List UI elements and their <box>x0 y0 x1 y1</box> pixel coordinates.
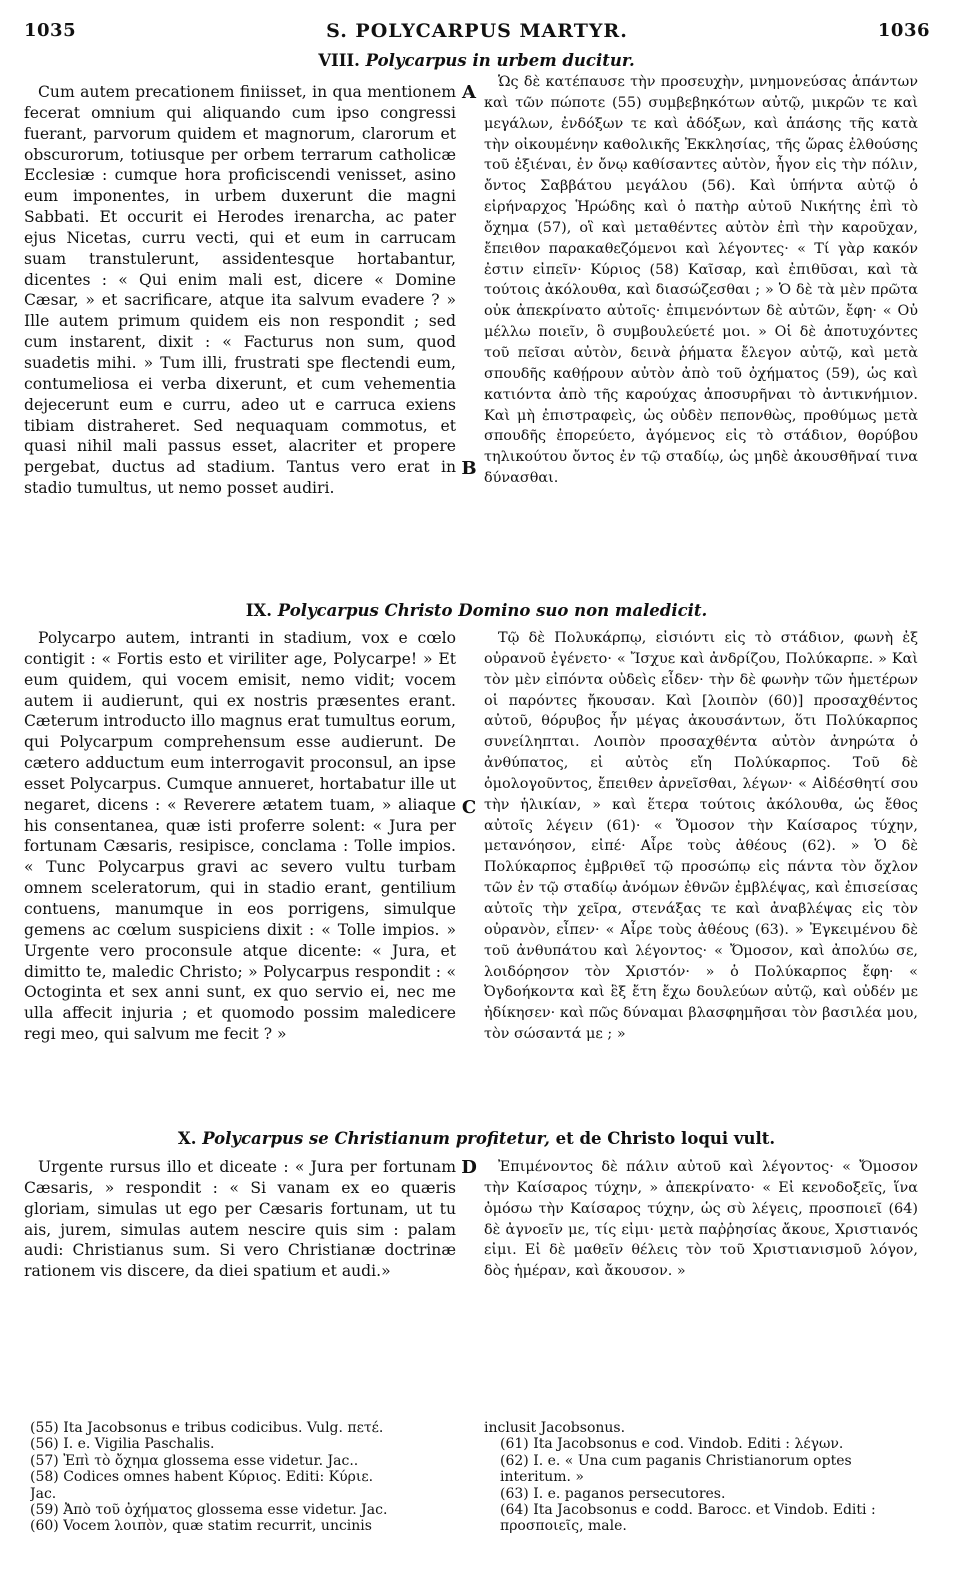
section-heading-viii <box>0 50 953 72</box>
footnote-continuation: inclusit Jacobsonus. <box>484 1420 626 1436</box>
section-title-plain: et de Christo loqui vult. <box>555 1129 776 1148</box>
greek-paragraph: Ὡς δὲ κατέπαυσε τὴν προσευχὴν, μνημονεύσας ἁπάντων καὶ τῶν πώποτε (55) συμβεβηκότων αὐτῷ, μικρῶν τε καὶ μεγάλων, ἐνδόξων τε καὶ ἀδόξων, καὶ ἁπάσης τῆς κατὰ τὴν οἰκουμένην καθολικῆς Ἐκκλησίας, τῆς ὥρας ἐλθούσης τοῦ ἐξιέναι, ἐν ὄνῳ καθίσαντες αὐτὸν, ἦγον εἰς τὴν πόλιν, ὄντος Σαββάτου μεγάλου (56). Καὶ ὑπήντα αὐτῷ ὁ εἰρήναρχος Ἡρώδης καὶ ὁ πατὴρ αὐτοῦ Νικήτης ἐπὶ τὸ ὄχημα (57), οἳ καὶ μεταθέντες αὐτὸν ἐπὶ τὴν καροῦχαν, ἔπειθον παρακαθεζόμενοι καὶ λέγοντες· « Τί γὰρ κακόν ἐστιν εἰπεῖν· Κύριος (58) Καῖσαρ, καὶ ἐπιθῦσαι, καὶ τὰ τούτοις ἀκόλουθα, καὶ διασώζεσθαι ; » Ὁ δὲ τὰ μὲν πρῶτα οὐκ ἀπεκρίνατο αὐτοῖς· ἐπιμενόντων δὲ αὐτῶν, ἔφη· « Οὐ μέλλω ποιεῖν, ὃ συμβουλεύετέ μοι. » Οἱ δὲ ἀποτυχόντες τοῦ πεῖσαι αὐτὸν, δεινὰ ῥήματα ἔλεγον αὐτῷ, καὶ μετὰ σπουδῆς καθῄρουν αὐτὸν ἀπὸ τοῦ ὀχήματος (59), ὡς καὶ κατιόντα ἀπὸ τῆς καρούχας ἀποσυρῆναι τὸ ἀντικνήμιον. Καὶ μὴ ἐπιστραφεὶς, ὡς οὐδὲν πεπονθὼς, προθύμως μετὰ σπουδῆς ἐπορεύετο, ἀγόμενος εἰς τὸ στάδιον, θορύβου τηλικούτου ὄντος ἐν τῷ σταδίῳ, ὡς μηδὲ ἀκουσθῆναί τινα δύνασθαι. <box>484 74 918 487</box>
footnote: (63) I. e. paganos persecutores. <box>500 1485 726 1502</box>
footnotes-right <box>484 1420 924 1535</box>
section-number: VIII. <box>318 51 360 70</box>
footnote: (57) Ἐπὶ τὸ ὄχημα glossema esse videtur. Jac.. <box>30 1452 359 1469</box>
footnote-continuation: Jac. <box>30 1485 57 1502</box>
latin-column-x <box>24 1157 456 1407</box>
section-title: Polycarpus Christo Domino suo non maledicit. <box>277 601 708 620</box>
footnote: (59) Ἀπὸ τοῦ ὀχήματος glossema esse videtur. Jac. <box>30 1502 388 1519</box>
footnote: (64) Ita Jacobsonus e codd. Barocc. et Vindob. Editi : προσποιεῖς, male. <box>500 1502 876 1535</box>
section-title: Polycarpus se Christianum profitetur, <box>202 1129 550 1148</box>
greek-paragraph: Ἐπιμένοντος δὲ πάλιν αὐτοῦ καὶ λέγοντος· « Ὄμοσον τὴν Καίσαρος τύχην, » ἀπεκρίνατο· « Εἰ κενοδοξεῖς, ἵνα ὀμόσω τὴν Καίσαρος τύχην, ὡς σὺ λέγεις, προσποιεῖ (64) δὲ ἀγνοεῖν με, τίς εἰμι· μετὰ παῤῥησίας ἄκουε, Χριστιανός εἰμι. Εἰ δὲ μαθεῖν θέλεις τὸν τοῦ Χριστιανισμοῦ λόγον, δὸς ἡμέραν, καὶ ἄκουσον. » <box>484 1159 918 1280</box>
running-header <box>24 16 930 46</box>
footnote: (55) Ita Jacobsonus e tribus codicibus. Vulg. πετέ. <box>30 1420 384 1436</box>
margin-letter-c: C <box>461 797 477 818</box>
greek-column-viii <box>484 72 918 600</box>
footnote: (58) Codices omnes habent Κύριος. Editi: Κύριε. <box>30 1469 374 1486</box>
section-number: IX. <box>245 601 272 620</box>
margin-letter-b: B <box>461 458 477 479</box>
section-number: X. <box>177 1129 197 1148</box>
footnote: (62) I. e. « Una cum paganis Christianorum optes interitum. » <box>500 1452 852 1486</box>
section-title: Polycarpus in urbem ducitur. <box>365 51 635 70</box>
column-number-right: 1036 <box>877 20 930 41</box>
margin-letter-d: D <box>461 1157 477 1178</box>
section-heading-x <box>0 1128 953 1150</box>
footnote: (60) Vocem λοιπὸν, quæ statim recurrit, uncinis <box>30 1518 372 1535</box>
running-title: S. POLYCARPUS MARTYR. <box>326 20 628 42</box>
latin-column-ix <box>24 628 456 1126</box>
latin-paragraph: Cum autem precationem finiisset, in qua mentionem fecerat omnium qui aliquando cum ipso congressi fuerant, parvorum quidem et magnorum, clarorum et obscurorum, totiusque per orbem terrarum catholicæ Ecclesiæ : cumque hora proficiscendi venisset, asino eum imponentes, in urbem duxerunt die magni Sabbati. Et occurit ei Herodes irenarcha, ac pater ejus Nicetas, curru vecti, qui et eum in carrucam suam transtulerunt, assidentesque hortabantur, dicentes : « Qui enim mali est, dicere « Domine Cæsar, » et sacrificare, atque ita salvum evadere ? » Ille autem primum quidem eis non respondit ; sed cum instarent, dixit : « Facturus non sum, quod suadetis mihi. » Tum illi, frustrati spe flectendi eum, contumeliosa ei verba dixerunt, et cum vehementia dejecerunt eum e curru, adeo ut e carruca exiens tibiam distraheret. Sed nequaquam commotus, et quasi nihil mali passus esset, alacriter et propere pergebat, ductus ad stadium. Tantus vero erat in stadio tumultus, ut nemo posset audiri. <box>24 83 456 498</box>
footnotes-left <box>30 1420 462 1535</box>
greek-column-ix <box>484 628 918 1126</box>
latin-paragraph: Polycarpo autem, intranti in stadium, vox e cœlo contigit : « Fortis esto et viriliter age, Polycarpe! » Et eum quidem, qui vocem emisit, nemo vidit; vocem autem ii audierunt, qui ex nostris præsentes erant. Cæterum introducto illo magnus erat tumultus eorum, qui Polycarpum comprehensum esse audierunt. De cætero adductum eum interrogavit proconsul, an ipse esset Polycarpus. Cumque annueret, hortabatur ille ut negaret, dicens : « Reverere ætatem tuam, » aliaque his consentanea, quæ isti proferre solent: « Jura per fortunam Cæsaris, resipisce, conclama : Tolle impios. « Tunc Polycarpus gravi ac severo vultu turbam omnem sceleratorum, qui in stadio erant, gentilium contuens, manumque in eos porrigens, simulque gemens ac cœlum suspiciens dixit : « Tolle impios. » Urgente vero proconsule atque dicente: « Jura, et dimitto te, maledic Christo; » Polycarpus respondit : « Octoginta et sex anni sunt, ex quo servio ei, nec me ulla affecit injuria ; et quomodo possim maledicere regi meo, qui salvum me fecit ? » <box>24 629 456 1044</box>
footnote: (61) Ita Jacobsonus e cod. Vindob. Editi : λέγων. <box>500 1436 844 1453</box>
column-number-left: 1035 <box>24 20 77 41</box>
greek-column-x <box>484 1157 918 1407</box>
footnote: (56) I. e. Vigilia Paschalis. <box>30 1436 215 1453</box>
latin-column-viii <box>24 82 456 582</box>
section-heading-ix <box>0 600 953 622</box>
latin-paragraph: Urgente rursus illo et diceate : « Jura per fortunam Cæsaris, » respondit : « Si vanam ex eo quæris gloriam, simulas ut ego per Cæsaris fortunam, ut tu ais, jurem, simulas autem nescire quis sim : palam audi: Christianus sum. Si vero Christianæ doctrinæ rationem vis discere, da diei spatium et audi.» <box>24 1158 456 1281</box>
margin-letter-a: A <box>462 82 476 103</box>
greek-paragraph: Τῷ δὲ Πολυκάρπῳ, εἰσιόντι εἰς τὸ στάδιον, φωνὴ ἐξ οὐρανοῦ ἐγένετο· « Ἴσχυε καὶ ἀνδρίζου, Πολύκαρπε. » Καὶ τὸν μὲν εἰπόντα οὐδεὶς εἶδεν· τὴν δὲ φωνὴν τῶν ἡμετέρων οἱ παρόντες ἤκουσαν. Καὶ [λοιπὸν (60)] προσαχθέντος αὐτοῦ, θόρυβος ἦν μέγας ἀκουσάντων, ὅτι Πολύκαρπος συνείληπται. Λοιπὸν προσαχθέντα αὐτὸν ἀνηρώτα ὁ ἀνθύπατος, εἰ αὐτὸς εἴη Πολύκαρπος. Τοῦ δὲ ὁμολογοῦντος, ἔπειθεν ἀρνεῖσθαι, λέγων· « Αἰδέσθητί σου τὴν ἡλικίαν, » καὶ ἕτερα τούτοις ἀκόλουθα, ὡς ἔθος αὐτοῖς λέγειν (61)· « Ὄμοσον τὴν Καίσαρος τύχην, μετανόησον, εἰπέ· Αἶρε τοὺς ἀθέους (62). » Ὁ δὲ Πολύκαρπος ἐμβριθεῖ τῷ προσώπῳ εἰς πάντα τὸν ὄχλον τῶν ἐν τῷ σταδίῳ ἀνόμων ἐθνῶν ἐμβλέψας, καὶ ἐπισείσας αὐτοῖς τὴν χεῖρα, στενάξας τε καὶ ἀναβλέψας εἰς τὸν οὐρανὸν, εἶπεν· « Αἶρε τοὺς ἀθέους (63). » Ἐγκειμένου δὲ τοῦ ἀνθυπάτου καὶ λέγοντος· « Ὄμοσον, καὶ ἀπολύω σε, λοιδόρησον τὸν Χριστόν· » ὁ Πολύκαρπος ἔφη· « Ὀγδοήκοντα καὶ ἓξ ἔτη ἔχω δουλεύων αὐτῷ, καὶ οὐδέν με ἠδίκησεν· καὶ πῶς δύναμαι βλασφημῆσαι τὸν βασιλέα μου, τὸν σώσαντά με ; » <box>484 630 918 1043</box>
